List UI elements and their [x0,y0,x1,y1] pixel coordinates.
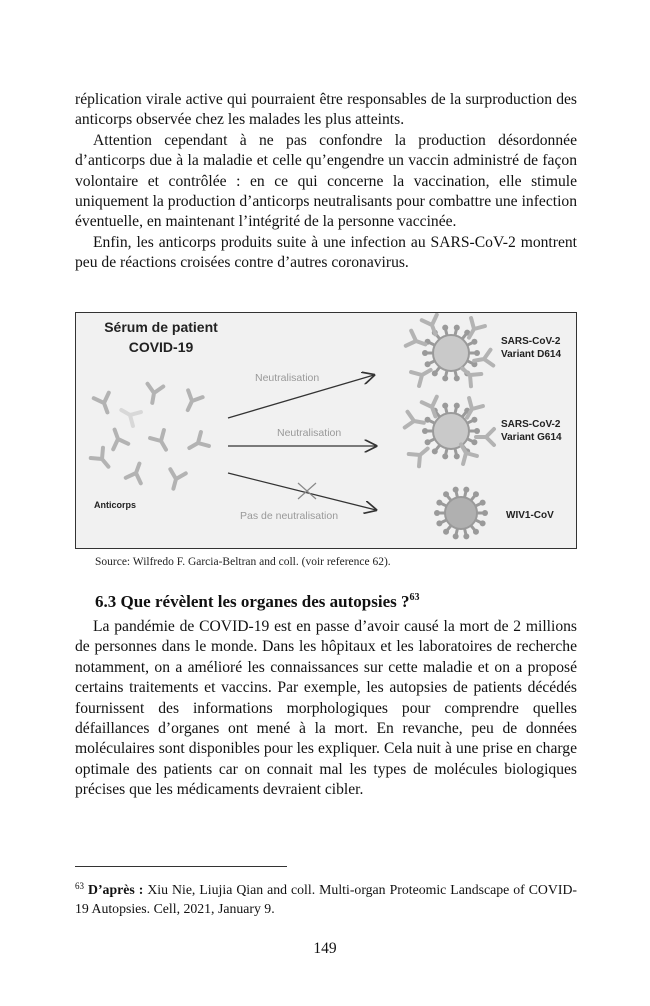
strain-label-3: WIV1-CoV [506,510,554,521]
arrow-label-3: Pas de neutralisation [240,510,339,522]
figure-title-line1: Sérum de patient [104,319,218,335]
paragraph: Enfin, les anticorps produits suite à une infection au SARS-CoV-2 montrent peu de réactions croisées contre d’autres coronavirus. [75,233,577,272]
strain-label-2b: Variant G614 [501,432,562,443]
antibodies-label: Anticorps [94,500,137,510]
footnote-lead: D’après : [88,882,144,897]
antibody-icon [181,390,203,413]
antibody-icon [94,393,115,415]
arrows-group [228,375,376,510]
antibody-icon [91,448,115,472]
antibody-icon [126,461,147,483]
virus-group [405,315,494,540]
paragraph: La pandémie de COVID-19 est en passe d’avoir causé la mort de 2 millions de personnes dans le monde. Dans les hôpitaux et les laboratoires de recherche notamment, on a amélioré les connaissances sur cette maladie et on a proposé certains traitements et vaccins. Par exemple, les autopsies de patients décédés fournissent des informations morphologiques pour comprendre quelles défaillances d’organes ont mené à la mort. En revanche, peu de données moléculaires sont disponibles pour les expliquer. Cela nuit à une prise en charge optimale des patients car on connait mal les types de molécules biologiques précises que les médicaments devraient cibler. [75,618,577,799]
antibody-neutralisation-figure [75,312,577,549]
antibody-icon [117,403,141,426]
heading-footnote-ref[interactable]: 63 [409,592,420,603]
bound-antibody-icon [462,318,485,342]
no-neutralisation-arrow [228,473,376,510]
figure-title-line2: COVID-19 [128,339,194,355]
strain-label-1b: Variant D614 [501,349,562,360]
footnote-divider [75,866,287,867]
antibody-icon [144,384,163,405]
virus-icon [434,487,488,540]
bound-antibody-icon [411,363,435,386]
section-heading [95,592,419,612]
antibody-icon [185,432,209,455]
strain-label-1a: SARS-CoV-2 [501,336,561,347]
antibody-icon [166,469,186,491]
top-text-block [75,90,577,274]
bound-antibody-icon [405,412,426,431]
main-text-block [75,617,577,801]
heading-text: 6.3 Que révèlent les organes des autopsies ? [95,592,410,611]
strain-label-2a: SARS-CoV-2 [501,419,561,430]
arrow-label-1: Neutralisation [255,372,320,384]
figure-caption: Source: Wilfredo F. Garcia-Beltran and coll. (voir reference 62). [95,556,391,568]
footnote-number: 63 [75,881,84,891]
paragraph: réplication virale active qui pourraient être responsables de la surproduction des anticorps observée chez les malades les plus atteints. [75,91,577,129]
antibody-icon [107,427,128,449]
footnote-text: Xiu Nie, Liujia Qian and coll. Multi-organ Proteomic Landscape of COVID-19 Autopsies. Cell, 2021, January 9. [75,882,578,916]
bound-antibody-icon [409,442,433,466]
arrow-label-2: Neutralisation [277,427,342,439]
page-number: 149 [313,940,337,957]
antibody-group [91,384,209,491]
antibody-icon [150,430,173,454]
footnote [75,877,577,918]
paragraph: Attention cependant à ne pas confondre la production désordonnée d’anticorps due à la maladie et celle qu’engendre un vaccin administré de façon volontaire et contrôlée : en ce qui concerne la vaccination, elle stimule uniquement la production d’anticorps neutralisants pour combattre une infection éventuelle, en maintenant l’intégrité de la personne vaccinée. [75,131,577,231]
